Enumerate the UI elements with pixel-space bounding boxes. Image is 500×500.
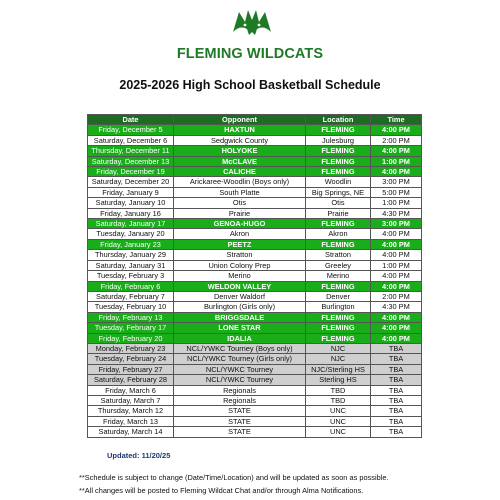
cell-time: TBA <box>371 343 422 353</box>
cell-location: Big Springs, NE <box>306 187 371 197</box>
cell-location: FLEMING <box>306 312 371 322</box>
cell-time: TBA <box>371 364 422 374</box>
table-row <box>88 198 422 208</box>
table-row <box>88 135 422 145</box>
cell-location: FLEMING <box>306 323 371 333</box>
column-header-location: Location <box>306 115 371 125</box>
cell-location: Stratton <box>306 250 371 260</box>
cell-location: Otis <box>306 198 371 208</box>
cell-opponent: CALICHE <box>174 167 306 177</box>
table-row <box>88 229 422 239</box>
cell-opponent: BRIGGSDALE <box>174 312 306 322</box>
table-row <box>88 291 422 301</box>
cell-date: Friday, March 13 <box>88 416 174 426</box>
table-row <box>88 187 422 197</box>
cell-location: FLEMING <box>306 146 371 156</box>
cell-time: 4:30 PM <box>371 208 422 218</box>
cell-time: 4:00 PM <box>371 323 422 333</box>
cell-time: 3:00 PM <box>371 177 422 187</box>
cell-location: Akron <box>306 229 371 239</box>
cell-opponent: Stratton <box>174 250 306 260</box>
team-title: FLEMING WILDCATS <box>176 46 324 62</box>
cell-time: TBA <box>371 385 422 395</box>
cell-opponent: IDALIA <box>174 333 306 343</box>
cell-opponent: LONE STAR <box>174 323 306 333</box>
cell-opponent: McCLAVE <box>174 156 306 166</box>
table-row <box>88 323 422 333</box>
cell-date: Friday, March 6 <box>88 385 174 395</box>
cell-location: NJC/Sterling HS <box>306 364 371 374</box>
cell-opponent: STATE <box>174 406 306 416</box>
cell-date: Friday, January 16 <box>88 208 174 218</box>
cell-opponent: NCL/YWKC Tourney (Girls only) <box>174 354 306 364</box>
cell-opponent: NCL/YWKC Tourney <box>174 375 306 385</box>
cell-date: Tuesday, February 24 <box>88 354 174 364</box>
cell-opponent: Sedgwick County <box>174 135 306 145</box>
table-row <box>88 177 422 187</box>
table-row <box>88 312 422 322</box>
cell-time: TBA <box>371 354 422 364</box>
updated-date: Updated: 11/20/25 <box>107 451 171 460</box>
cell-location: Sterling HS <box>306 375 371 385</box>
cell-location: FLEMING <box>306 167 371 177</box>
cell-date: Tuesday, February 3 <box>88 271 174 281</box>
table-row <box>88 333 422 343</box>
table-row <box>88 416 422 426</box>
cell-time: 4:00 PM <box>371 125 422 135</box>
cell-location: FLEMING <box>306 333 371 343</box>
table-row <box>88 156 422 166</box>
cell-date: Thursday, December 11 <box>88 146 174 156</box>
cell-opponent: Union Colony Prep <box>174 260 306 270</box>
cell-location: FLEMING <box>306 239 371 249</box>
wildcat-logo-icon <box>231 8 273 40</box>
table-row <box>88 343 422 353</box>
cell-location: UNC <box>306 427 371 437</box>
cell-opponent: Otis <box>174 198 306 208</box>
cell-date: Friday, December 19 <box>88 167 174 177</box>
cell-opponent: Akron <box>174 229 306 239</box>
cell-date: Saturday, December 20 <box>88 177 174 187</box>
cell-date: Saturday, January 17 <box>88 219 174 229</box>
cell-location: UNC <box>306 416 371 426</box>
cell-time: 2:00 PM <box>371 135 422 145</box>
cell-date: Thursday, March 12 <box>88 406 174 416</box>
cell-location: UNC <box>306 406 371 416</box>
cell-date: Saturday, March 14 <box>88 427 174 437</box>
schedule-title: 2025-2026 High School Basketball Schedule <box>119 78 381 92</box>
cell-time: 4:00 PM <box>371 333 422 343</box>
cell-time: 4:30 PM <box>371 302 422 312</box>
cell-opponent: Arickaree-Woodlin (Boys only) <box>174 177 306 187</box>
table-row <box>88 146 422 156</box>
cell-location: Burlington <box>306 302 371 312</box>
cell-date: Saturday, January 10 <box>88 198 174 208</box>
cell-opponent: South Platte <box>174 187 306 197</box>
cell-time: 5:00 PM <box>371 187 422 197</box>
cell-opponent: WELDON VALLEY <box>174 281 306 291</box>
cell-location: Prairie <box>306 208 371 218</box>
cell-location: TBD <box>306 395 371 405</box>
cell-opponent: HAXTUN <box>174 125 306 135</box>
table-row <box>88 395 422 405</box>
schedule-change-note: **Schedule is subject to change (Date/Time/Location) and will be updated as soon as possible. <box>79 473 389 482</box>
cell-location: NJC <box>306 354 371 364</box>
cell-time: 1:00 PM <box>371 198 422 208</box>
cell-date: Friday, December 5 <box>88 125 174 135</box>
cell-date: Thursday, January 29 <box>88 250 174 260</box>
cell-opponent: Regionals <box>174 385 306 395</box>
cell-date: Friday, February 6 <box>88 281 174 291</box>
cell-time: 4:00 PM <box>371 281 422 291</box>
cell-date: Saturday, December 13 <box>88 156 174 166</box>
cell-location: Greeley <box>306 260 371 270</box>
table-row <box>88 219 422 229</box>
cell-opponent: Denver Waldorf <box>174 291 306 301</box>
cell-opponent: Prairie <box>174 208 306 218</box>
table-row <box>88 427 422 437</box>
cell-time: 4:00 PM <box>371 167 422 177</box>
cell-opponent: Merino <box>174 271 306 281</box>
cell-date: Saturday, February 7 <box>88 291 174 301</box>
cell-location: FLEMING <box>306 281 371 291</box>
table-row <box>88 239 422 249</box>
column-header-time: Time <box>371 115 422 125</box>
cell-location: Denver <box>306 291 371 301</box>
schedule-header-row <box>88 115 422 125</box>
table-row <box>88 208 422 218</box>
table-row <box>88 364 422 374</box>
cell-opponent: NCL/YWKC Tourney <box>174 364 306 374</box>
cell-location: NJC <box>306 343 371 353</box>
notification-note: **All changes will be posted to Fleming Wildcat Chat and/or through Alma Notifications. <box>79 486 364 495</box>
table-row <box>88 271 422 281</box>
cell-date: Saturday, March 7 <box>88 395 174 405</box>
cell-date: Friday, January 9 <box>88 187 174 197</box>
table-row <box>88 125 422 135</box>
cell-time: TBA <box>371 416 422 426</box>
cell-opponent: PEETZ <box>174 239 306 249</box>
cell-location: Woodlin <box>306 177 371 187</box>
table-row <box>88 260 422 270</box>
cell-time: 2:00 PM <box>371 291 422 301</box>
cell-date: Tuesday, February 10 <box>88 302 174 312</box>
table-row <box>88 167 422 177</box>
cell-time: TBA <box>371 427 422 437</box>
cell-location: Julesburg <box>306 135 371 145</box>
cell-date: Monday, February 23 <box>88 343 174 353</box>
table-row <box>88 375 422 385</box>
column-header-date: Date <box>88 115 174 125</box>
table-row <box>88 406 422 416</box>
table-row <box>88 302 422 312</box>
cell-time: 4:00 PM <box>371 312 422 322</box>
cell-location: Merino <box>306 271 371 281</box>
cell-location: FLEMING <box>306 219 371 229</box>
cell-opponent: NCL/YWKC Tourney (Boys only) <box>174 343 306 353</box>
table-row <box>88 281 422 291</box>
cell-date: Friday, January 23 <box>88 239 174 249</box>
cell-location: FLEMING <box>306 125 371 135</box>
table-row <box>88 354 422 364</box>
cell-time: 4:00 PM <box>371 229 422 239</box>
cell-date: Saturday, December 6 <box>88 135 174 145</box>
cell-time: TBA <box>371 375 422 385</box>
cell-date: Saturday, February 28 <box>88 375 174 385</box>
column-header-opponent: Opponent <box>174 115 306 125</box>
cell-opponent: STATE <box>174 416 306 426</box>
cell-opponent: HOLYOKE <box>174 146 306 156</box>
cell-date: Tuesday, February 17 <box>88 323 174 333</box>
table-row <box>88 385 422 395</box>
cell-date: Friday, February 27 <box>88 364 174 374</box>
cell-date: Friday, February 20 <box>88 333 174 343</box>
cell-date: Tuesday, January 20 <box>88 229 174 239</box>
cell-date: Friday, February 13 <box>88 312 174 322</box>
cell-time: 4:00 PM <box>371 271 422 281</box>
schedule-table <box>87 114 422 438</box>
cell-opponent: Burlington (Girls only) <box>174 302 306 312</box>
cell-location: TBD <box>306 385 371 395</box>
cell-location: FLEMING <box>306 156 371 166</box>
cell-time: 4:00 PM <box>371 250 422 260</box>
cell-time: 4:00 PM <box>371 146 422 156</box>
cell-time: 1:00 PM <box>371 156 422 166</box>
cell-time: TBA <box>371 395 422 405</box>
cell-opponent: GENOA-HUGO <box>174 219 306 229</box>
cell-time: 3:00 PM <box>371 219 422 229</box>
cell-time: 4:00 PM <box>371 239 422 249</box>
cell-opponent: STATE <box>174 427 306 437</box>
table-row <box>88 250 422 260</box>
cell-opponent: Regionals <box>174 395 306 405</box>
cell-time: 1:00 PM <box>371 260 422 270</box>
cell-time: TBA <box>371 406 422 416</box>
cell-date: Saturday, January 31 <box>88 260 174 270</box>
